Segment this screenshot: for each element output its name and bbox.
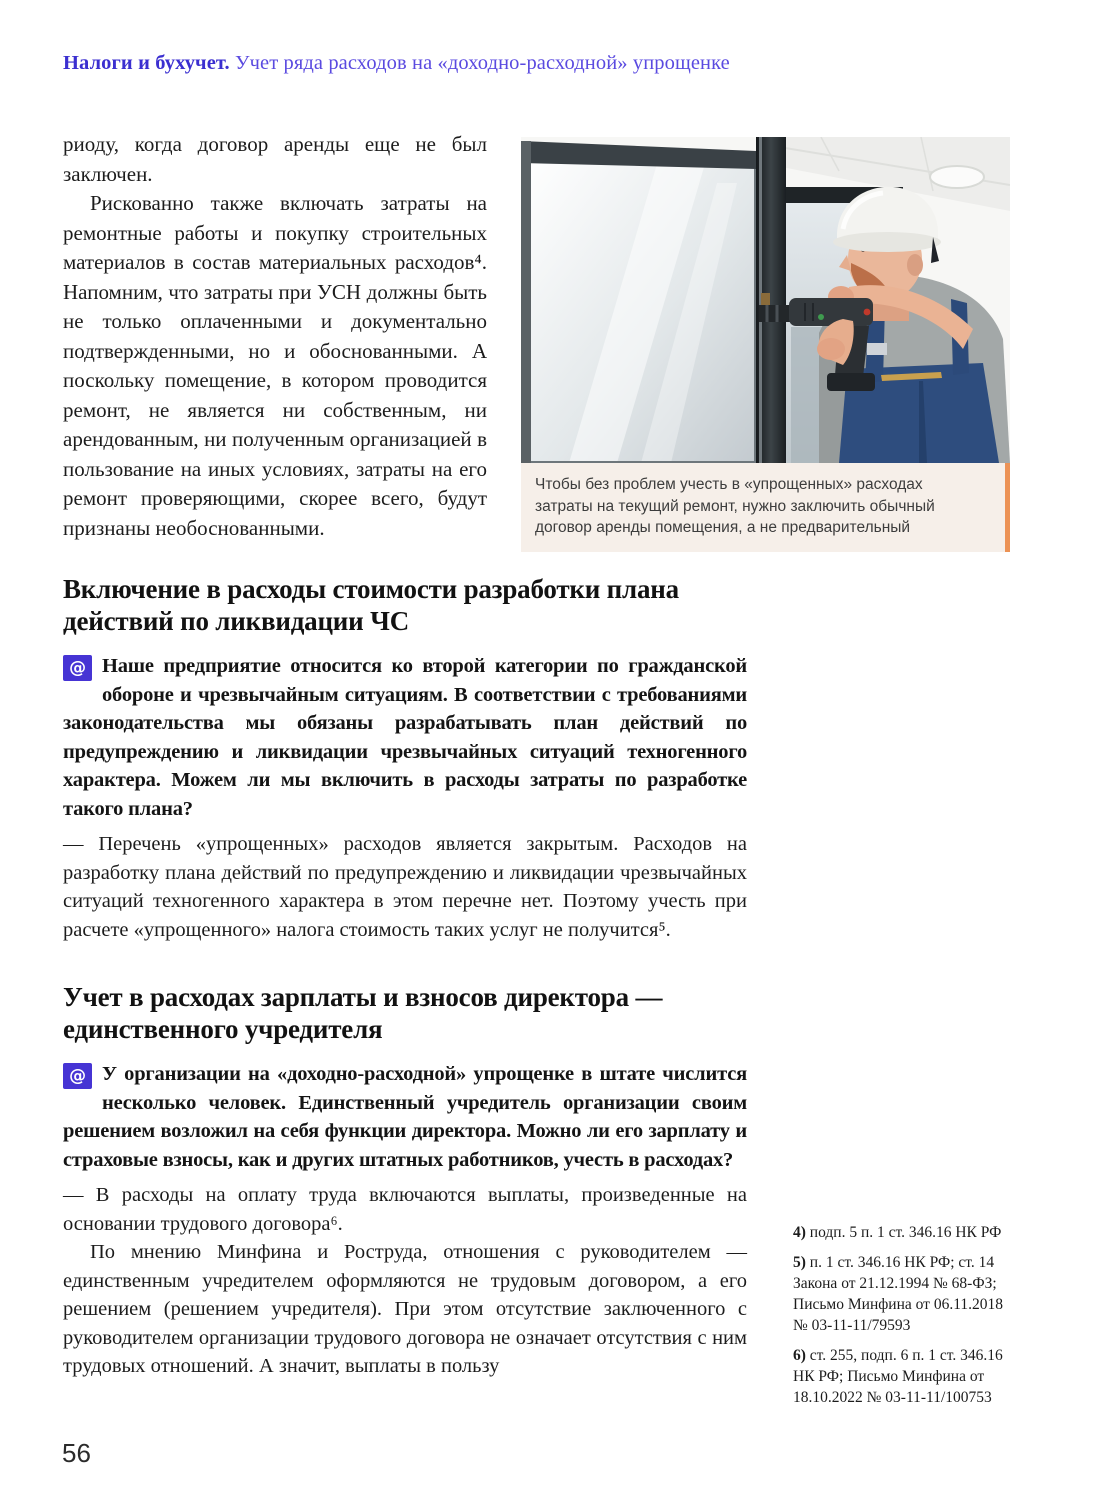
body-paragraph: риоду, когда договор аренды еще не был заключен. [63, 132, 487, 186]
question-text: У организации на «доходно-расходной» упрощенке в штате числится несколько человек. Единственный учредитель организации своим решением возложил на себя функции директора. Можно ли его зарплату и страховые взносы, как и других штатных работников, учесть в расходах? [63, 1063, 747, 1171]
answer-block [63, 1181, 747, 1381]
worker-photo-illustration [521, 137, 1010, 463]
photo-caption: Чтобы без проблем учесть в «упрощенных» расходах затраты на текущий ремонт, нужно заключить обычный договор аренды помещения, а не предварительный [521, 463, 1010, 552]
answer-paragraph: По мнению Минфина и Роструда, отношения с руководителем — единственным учредителем оформляются не трудовым договором, а его решением (решением учредителя). При этом отсутствие заключенного с руководителем организации трудового договора не означает отсутствия с ним трудовых отношений. А значит, выплаты в пользу [63, 1241, 747, 1377]
answer-paragraph: — Перечень «упрощенных» расходов является закрытым. Расходов на разработку плана действий по предупреждению и ликвидации чрезвычайных ситуаций техногенного характера в этом перечне нет. Поэтому учесть при расчете «упрощенного» налога стоимость таких услуг не получится⁵. [63, 833, 747, 941]
article-body [63, 574, 747, 1381]
article-title: Учет ряда расходов на «доходно-расходной» упрощенке [229, 52, 730, 74]
footnote-text: ст. 255, подп. 6 п. 1 ст. 346.16 НК РФ; Письмо Минфина от 18.10.2022 № 03-11-11/100753 [793, 1347, 1003, 1406]
photo-block [521, 137, 1010, 552]
running-head [63, 52, 730, 75]
question-block [63, 652, 747, 823]
footnotes [793, 1222, 1021, 1417]
footnote-6 [793, 1345, 1021, 1408]
body-paragraph: Рискованно также включать затраты на ремонтные работы и покупку строительных материалов в состав материальных расходов⁴. Напомним, что затраты при УСН должны быть не только оплаченными и документально подтвержденными, но и обоснованными. А поскольку помещение, в котором проводится ремонт, не является ни собственным, ни арендованным, ни полученным организацией в пользование на иных условиях, затраты на его ремонт проверяющими, скорее всего, будут признаны необоснованными. [63, 191, 487, 540]
answer-block [63, 830, 747, 944]
footnote-marker: 5) [793, 1254, 806, 1271]
footnote-marker: 6) [793, 1347, 806, 1364]
footnote-marker: 4) [793, 1224, 806, 1241]
at-icon: @ [63, 655, 92, 681]
section-heading-liquidation-plan: Включение в расходы стоимости разработки плана действий по ликвидации ЧС [63, 574, 679, 636]
answer-paragraph: — В расходы на оплату труда включаются выплаты, произведенные на основании трудового договора⁶. [63, 1184, 747, 1235]
page-number: 56 [62, 1438, 91, 1468]
question-block [63, 1060, 747, 1174]
section-heading-director-salary: Учет в расходах зарплаты и взносов директора — единственного учредителя [63, 982, 663, 1044]
footnote-4 [793, 1222, 1021, 1243]
rubric-label: Налоги и бухучет. [63, 52, 230, 74]
footnote-text: п. 1 ст. 346.16 НК РФ; ст. 14 Закона от 21.12.1994 № 68-ФЗ; Письмо Минфина от 06.11.2018 № 03-11-11/79593 [793, 1254, 1003, 1334]
intro-column [63, 130, 487, 543]
footnote-text: подп. 5 п. 1 ст. 346.16 НК РФ [809, 1224, 1002, 1241]
question-text: Наше предприятие относится ко второй категории по гражданской обороне и чрезвычайным ситуациям. В соответствии с требованиями законодательства мы обязаны разрабатывать план действий по предупреждению и ликвидации чрезвычайных ситуаций техногенного характера. Можем ли мы включить в расходы затраты по разработке такого плана? [63, 655, 747, 820]
at-icon: @ [63, 1063, 92, 1089]
footnote-5 [793, 1252, 1021, 1336]
